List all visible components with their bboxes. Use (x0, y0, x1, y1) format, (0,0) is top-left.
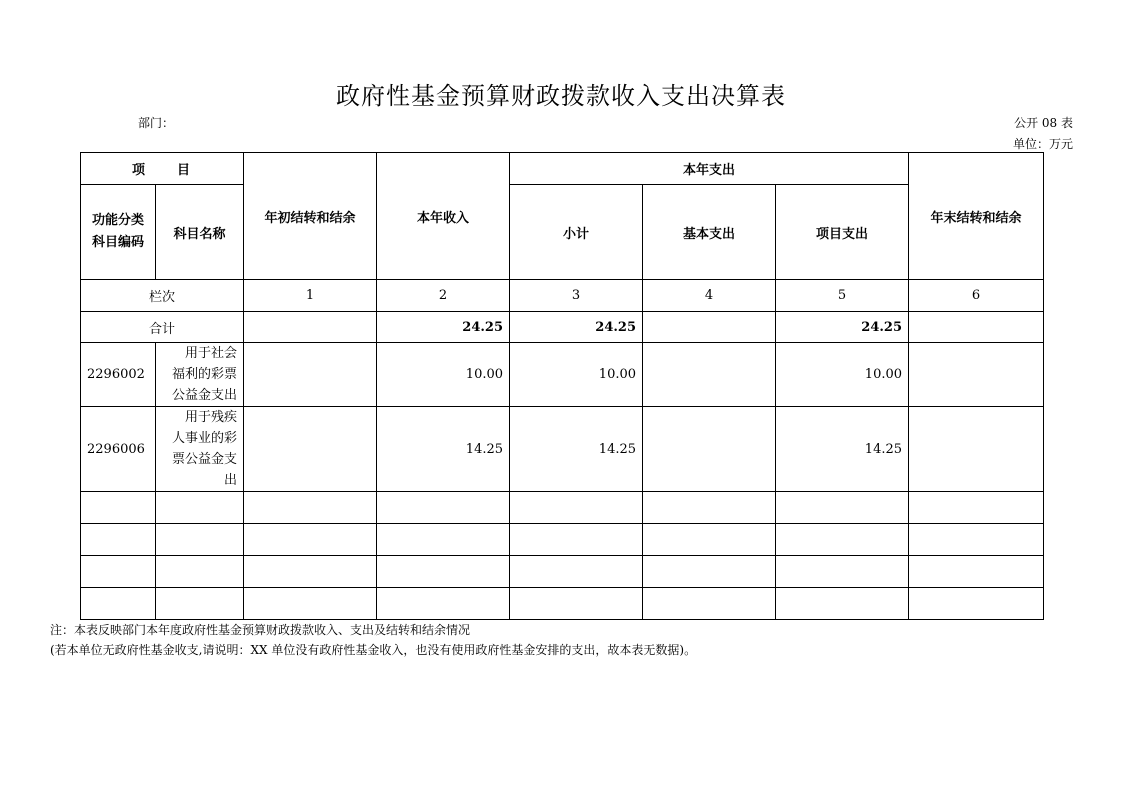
empty-cell (643, 556, 776, 588)
row-name: 用于残疾 人事业的彩 票公益金支 出 (156, 407, 244, 492)
empty-cell (81, 524, 156, 556)
empty-cell (377, 524, 510, 556)
table-row (81, 407, 1044, 492)
row-name: 用于社会 福利的彩票 公益金支出 (156, 343, 244, 407)
header-code: 功能分类 科目编码 (81, 185, 156, 280)
header-project: 项目支出 (776, 185, 909, 280)
row-project: 10.00 (776, 343, 909, 407)
header-expense: 本年支出 (510, 153, 909, 185)
total-project: 24.25 (776, 312, 909, 343)
header-closing-balance: 年末结转和结余 (909, 153, 1044, 280)
row-code: 2296002 (81, 343, 156, 407)
empty-cell (909, 588, 1044, 620)
total-row (81, 312, 1044, 343)
empty-cell (244, 524, 377, 556)
header-opening-balance: 年初结转和结余 (244, 153, 377, 280)
empty-cell (156, 524, 244, 556)
header-subtotal: 小计 (510, 185, 643, 280)
empty-cell (643, 492, 776, 524)
column-index-5: 5 (776, 280, 909, 312)
empty-row (81, 524, 1044, 556)
empty-cell (510, 588, 643, 620)
column-index-2: 2 (377, 280, 510, 312)
column-index-label: 栏次 (81, 280, 244, 312)
column-index-3: 3 (510, 280, 643, 312)
row-closing (909, 343, 1044, 407)
empty-cell (81, 492, 156, 524)
empty-cell (776, 492, 909, 524)
empty-cell (377, 588, 510, 620)
form-number: 公开 08 表 (1014, 116, 1073, 130)
header-item: 项 目 (81, 153, 244, 185)
empty-cell (510, 492, 643, 524)
row-closing (909, 407, 1044, 492)
empty-cell (156, 492, 244, 524)
total-basic (643, 312, 776, 343)
empty-cell (510, 524, 643, 556)
empty-cell (909, 556, 1044, 588)
total-closing (909, 312, 1044, 343)
header-name: 科目名称 (156, 185, 244, 280)
column-index-row (81, 280, 1044, 312)
table-note-explanation: (若本单位无政府性基金收支,请说明：XX 单位没有政府性基金收入，也没有使用政府性基金安排的支出，故本表无数据)。 (50, 643, 697, 657)
row-subtotal: 14.25 (510, 407, 643, 492)
total-opening (244, 312, 377, 343)
table-note: 注：本表反映部门本年度政府性基金预算财政拨款收入、支出及结转和结余情况 (50, 623, 471, 637)
row-opening (244, 407, 377, 492)
empty-cell (909, 524, 1044, 556)
row-basic (643, 343, 776, 407)
page-title: 政府性基金预算财政拨款收入支出决算表 (336, 82, 786, 110)
row-income: 10.00 (377, 343, 510, 407)
column-index-4: 4 (643, 280, 776, 312)
header-income: 本年收入 (377, 153, 510, 280)
empty-cell (377, 556, 510, 588)
empty-cell (244, 556, 377, 588)
unit-label: 单位：万元 (1012, 137, 1073, 151)
empty-cell (776, 588, 909, 620)
empty-row (81, 556, 1044, 588)
empty-cell (156, 556, 244, 588)
empty-cell (643, 524, 776, 556)
total-subtotal: 24.25 (510, 312, 643, 343)
empty-cell (156, 588, 244, 620)
header-basic: 基本支出 (643, 185, 776, 280)
empty-cell (909, 492, 1044, 524)
empty-cell (377, 492, 510, 524)
empty-cell (776, 556, 909, 588)
row-basic (643, 407, 776, 492)
table-row (81, 343, 1044, 407)
empty-cell (244, 492, 377, 524)
row-project: 14.25 (776, 407, 909, 492)
empty-cell (510, 556, 643, 588)
row-opening (244, 343, 377, 407)
row-code: 2296006 (81, 407, 156, 492)
empty-cell (776, 524, 909, 556)
empty-cell (81, 556, 156, 588)
row-income: 14.25 (377, 407, 510, 492)
row-subtotal: 10.00 (510, 343, 643, 407)
empty-row (81, 588, 1044, 620)
total-income: 24.25 (377, 312, 510, 343)
total-label: 合计 (81, 312, 244, 343)
empty-cell (643, 588, 776, 620)
empty-cell (244, 588, 377, 620)
department-label: 部门： (138, 116, 175, 130)
budget-table (80, 152, 1044, 620)
empty-row (81, 492, 1044, 524)
column-index-6: 6 (909, 280, 1044, 312)
column-index-1: 1 (244, 280, 377, 312)
empty-cell (81, 588, 156, 620)
